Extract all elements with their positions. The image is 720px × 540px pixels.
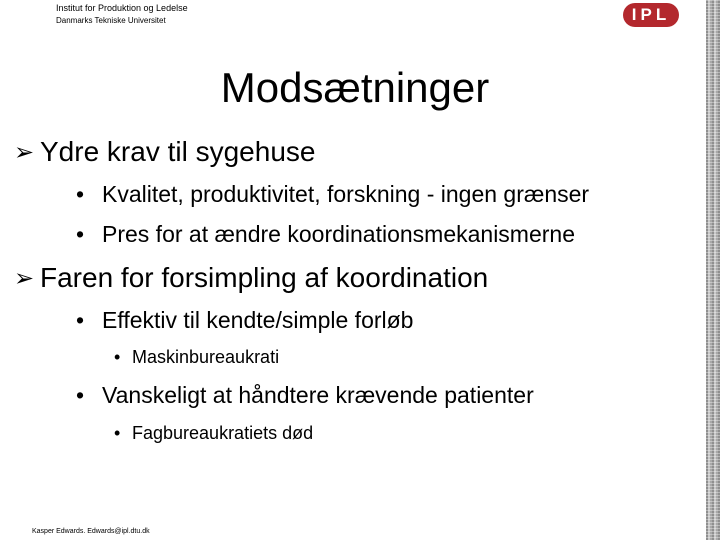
bullet-level3	[114, 347, 279, 368]
bullet-level1	[14, 136, 315, 168]
bullet-text: Vanskeligt at håndtere krævende patienter	[102, 382, 534, 408]
author-footer: Kasper Edwards. Edwards@ipl.dtu.dk	[32, 528, 150, 535]
bullet-level2	[76, 307, 413, 334]
bullet-text: Maskinbureaukrati	[132, 347, 280, 367]
institute-name: Institut for Produktion og Ledelse	[56, 3, 188, 13]
slide-title: Modsætninger	[220, 64, 490, 111]
dot-bullet-icon: •	[76, 221, 85, 247]
bullet-level2	[76, 221, 575, 248]
bullet-level2	[76, 181, 589, 208]
dot-bullet-icon: •	[76, 181, 85, 207]
bullet-text: Faren for forsimpling af koordination	[40, 262, 489, 293]
bullet-text: Kvalitet, produktivitet, forskning - ingen grænser	[102, 181, 590, 207]
dot-bullet-icon: •	[114, 347, 121, 367]
bullet-level3	[114, 423, 313, 444]
bullet-text: Fagbureaukratiets død	[132, 423, 314, 443]
ipl-logo: IPL	[623, 3, 679, 27]
university-name: Danmarks Tekniske Universitet	[56, 16, 166, 25]
arrow-bullet-icon: ➢	[14, 138, 35, 166]
bullet-level1	[14, 262, 488, 294]
bullet-level2	[76, 382, 534, 409]
dot-bullet-icon: •	[76, 382, 85, 408]
dot-bullet-icon: •	[76, 307, 85, 333]
bullet-text: Ydre krav til sygehuse	[40, 136, 316, 167]
bullet-text: Pres for at ændre koordinationsmekanismerne	[102, 221, 576, 247]
arrow-bullet-icon: ➢	[14, 264, 35, 292]
bullet-text: Effektiv til kendte/simple forløb	[102, 307, 414, 333]
dot-bullet-icon: •	[114, 423, 121, 443]
